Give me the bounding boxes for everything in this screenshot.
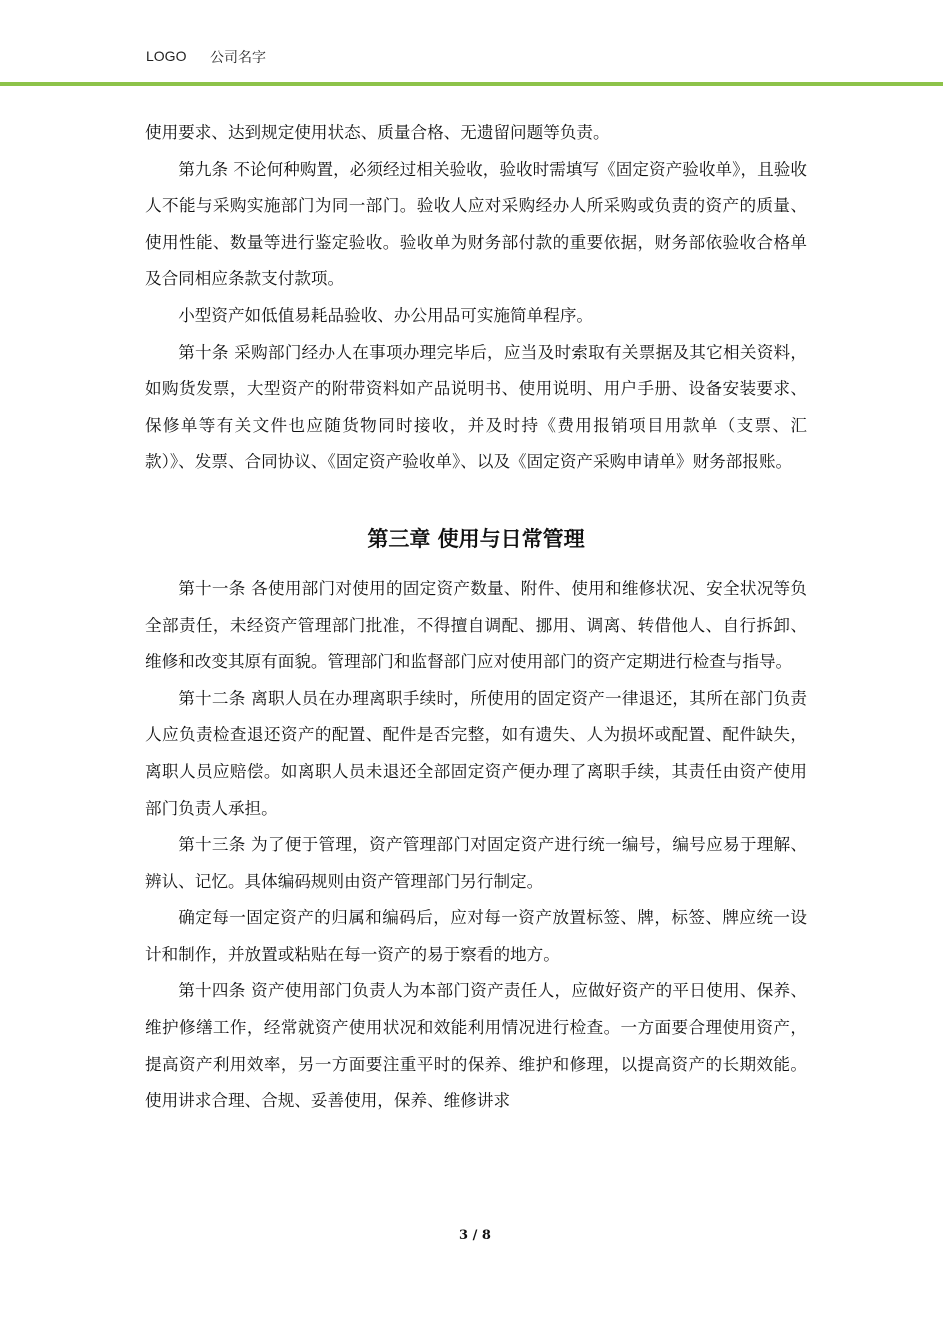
paragraph-article-9: 第九条 不论何种购置，必须经过相关验收，验收时需填写《固定资产验收单》，且验收人不能与采购实施部门为同一部门。验收人应对采购经办人所采购或负责的资产的质量、使用性能、数量等进行鉴定验收。验收单为财务部付款的重要依据，财务部依验收合格单及合同相应条款支付款项。 — [145, 159, 807, 289]
header-divider — [0, 82, 943, 86]
page-header — [0, 0, 950, 90]
paragraph-small-assets: 小型资产如低值易耗品验收、办公用品可实施简单程序。 — [178, 305, 594, 325]
paragraph-article-12: 第十二条 离职人员在办理离职手续时，所使用的固定资产一律退还，其所在部门负责人应负责检查退还资产的配置、配件是否完整，如有遗失、人为损坏或配置、配件缺失，离职人员应赔偿。如离职人员未退还全部固定资产便办理了离职手续，其责任由资产使用部门负责人承担。 — [145, 688, 807, 818]
logo-text: LOGO — [146, 48, 187, 64]
page-number: 3 / 8 — [459, 1228, 491, 1243]
chapter-title: 第三章 使用与日常管理 — [367, 525, 585, 551]
company-name: 公司名字 — [210, 50, 266, 66]
paragraph-article-14: 第十四条 资产使用部门负责人为本部门资产责任人，应做好资产的平日使用、保养、维护修缮工作，经常就资产使用状况和效能利用情况进行检查。一方面要合理使用资产，提高资产利用效率，另一方面要注重平时的保养、维护和修理，以提高资产的长期效能。使用讲求合理、合规、妥善使用，保养、维修讲求 — [145, 981, 807, 1111]
paragraph-labeling: 确定每一固定资产的归属和编码后，应对每一资产放置标签、牌，标签、牌应统一设计和制作，并放置或粘贴在每一资产的易于察看的地方。 — [145, 908, 807, 964]
document-body — [145, 115, 807, 1120]
paragraph-continuation: 使用要求、达到规定使用状态、质量合格、无遗留问题等负责。 — [145, 123, 610, 142]
paragraph-article-11: 第十一条 各使用部门对使用的固定资产数量、附件、使用和维修状况、安全状况等负全部责任，未经资产管理部门批准，不得擅自调配、挪用、调离、转借他人、自行拆卸、维修和改变其原有面貌。管理部门和监督部门应对使用部门的资产定期进行检查与指导。 — [145, 578, 807, 672]
paragraph-article-10: 第十条 采购部门经办人在事项办理完毕后，应当及时索取有关票据及其它相关资料，如购货发票，大型资产的附带资料如产品说明书、使用说明、用户手册、设备安装要求、保修单等有关文件也应随货物同时接收，并及时持《费用报销项目用款单（支票、汇款）》、发票、合同协议、《固定资产验收单》、以及《固定资产采购申请单》财务部报账。 — [145, 342, 807, 472]
paragraph-article-13: 第十三条 为了便于管理，资产管理部门对固定资产进行统一编号，编号应易于理解、辨认、记忆。具体编码规则由资产管理部门另行制定。 — [145, 835, 807, 891]
